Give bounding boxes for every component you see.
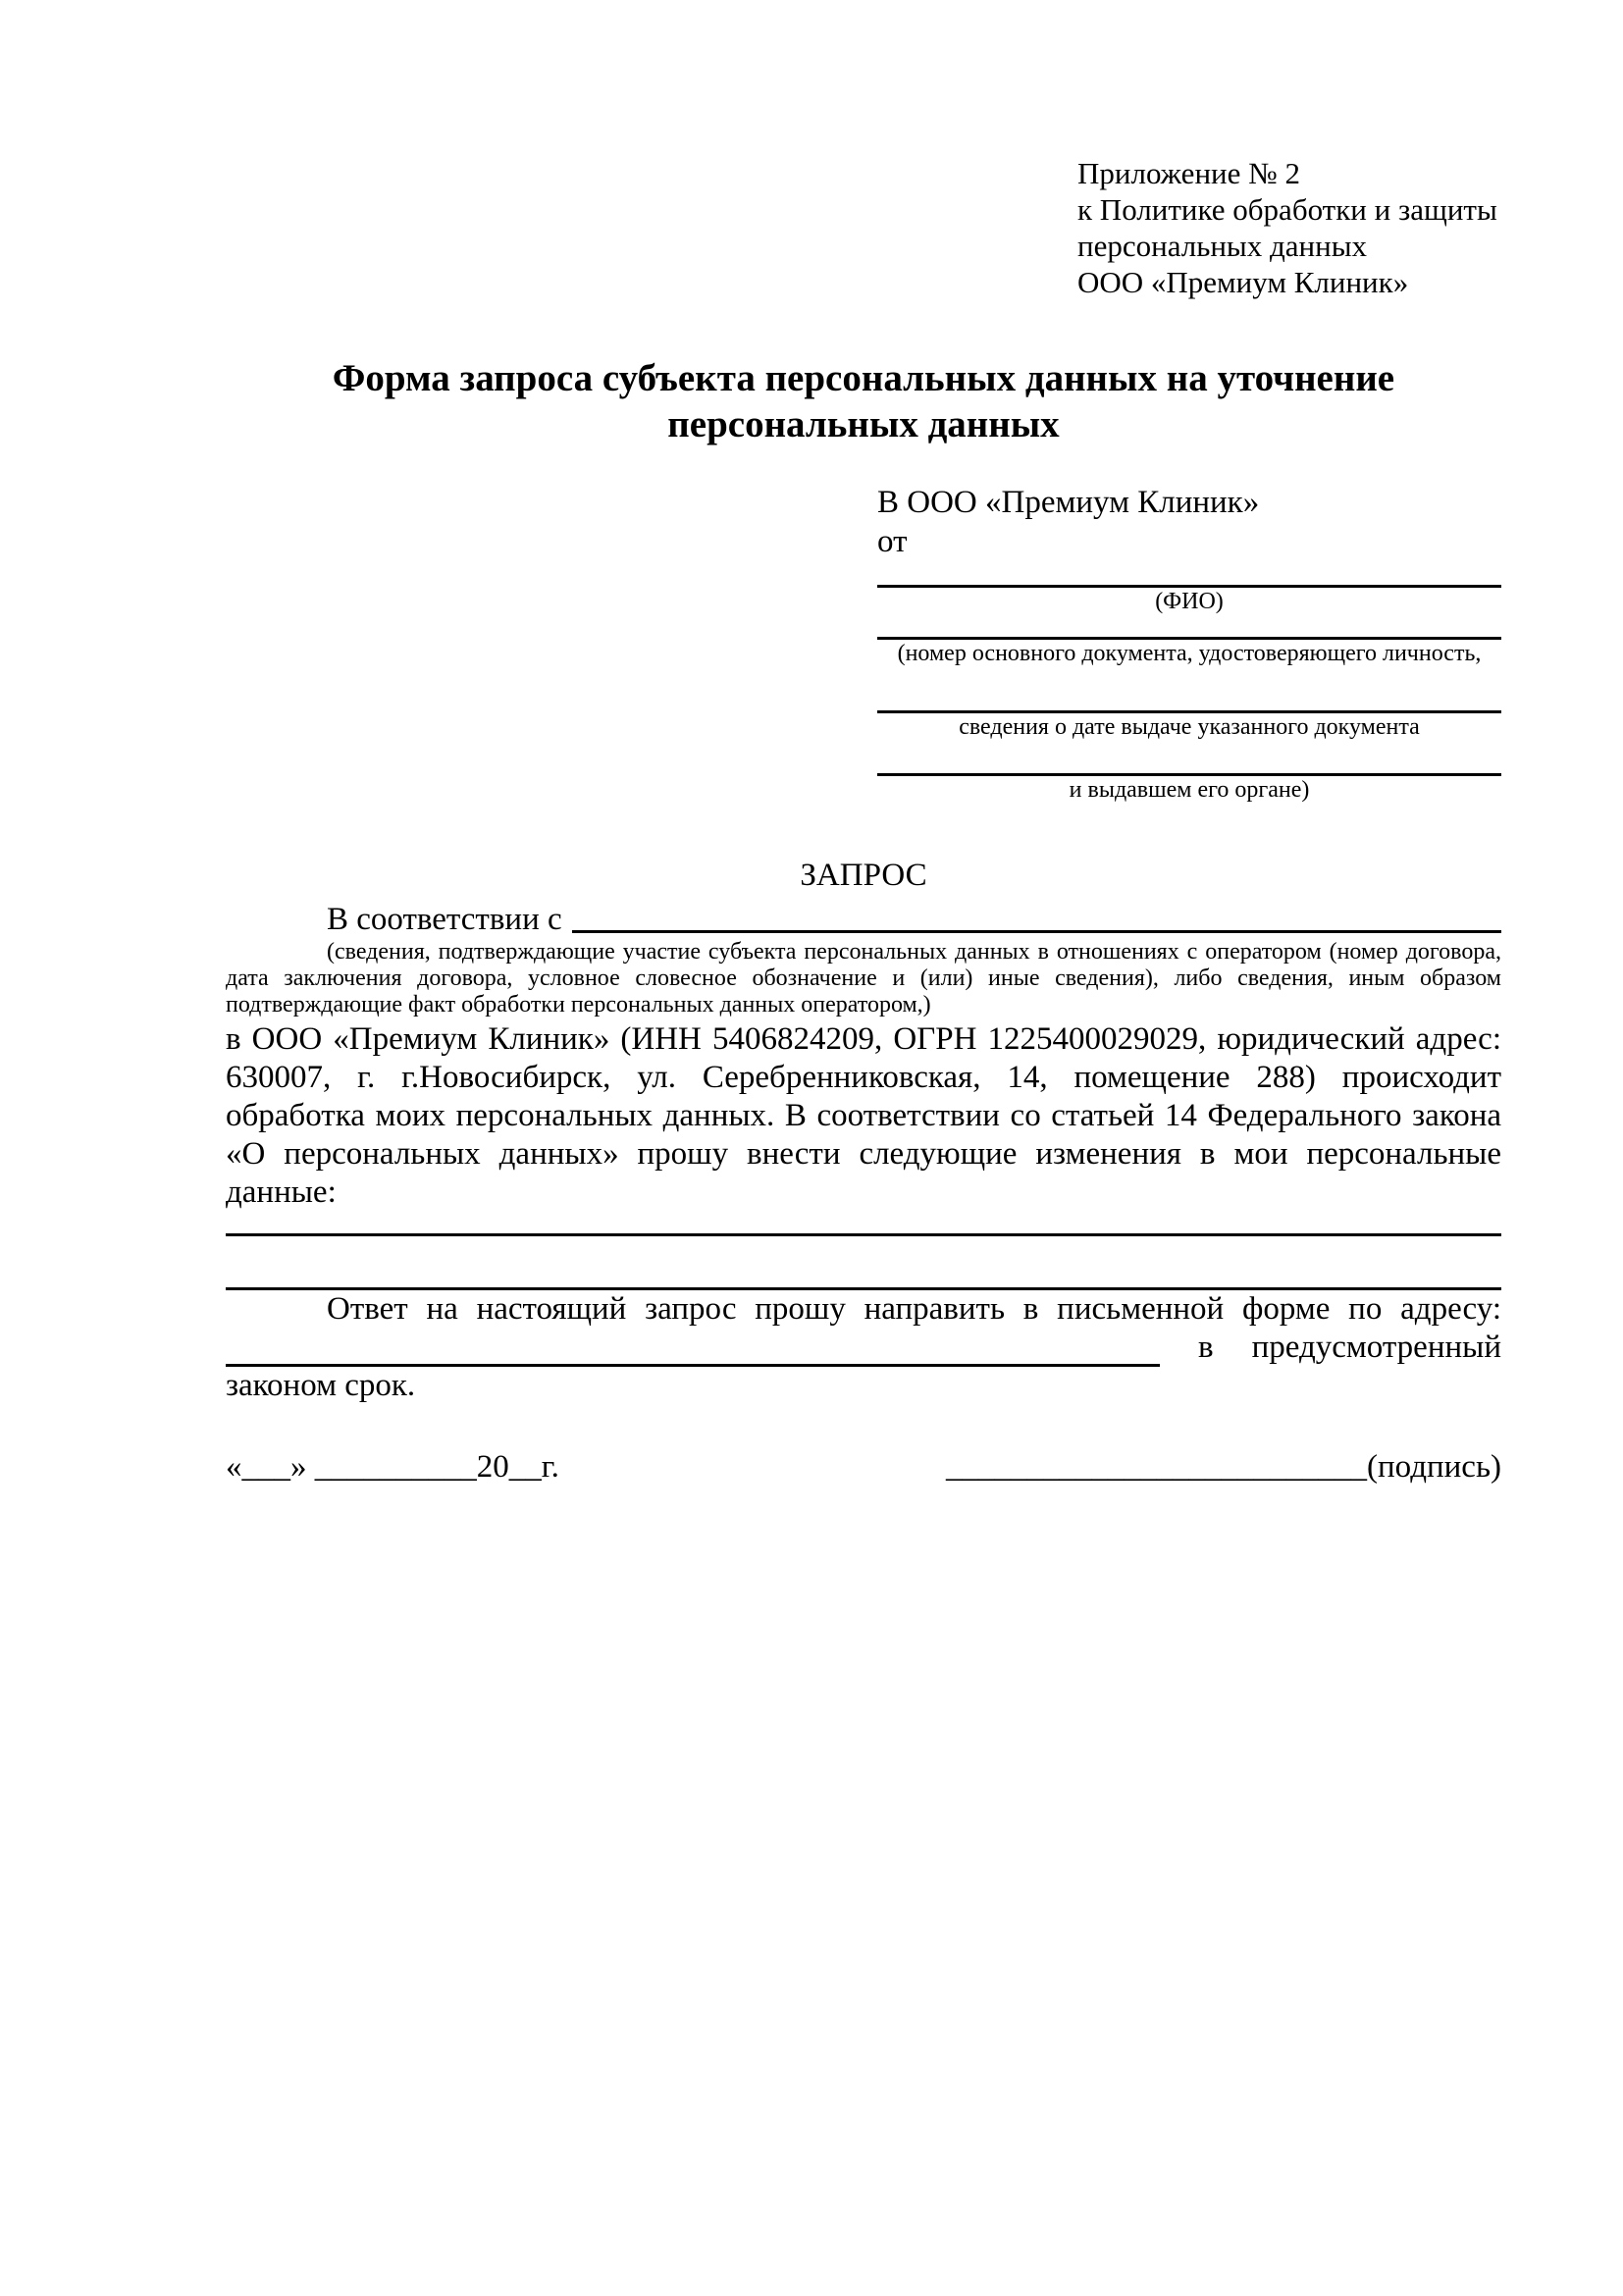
- form-title-line-2: персональных данных: [667, 403, 1060, 445]
- accordance-row: [226, 900, 1501, 939]
- accordance-fill-line: [572, 900, 1501, 933]
- form-title-line-1: Форма запроса субъекта персональных данных на уточнение: [332, 357, 1395, 399]
- appendix-line-3: персональных данных: [1077, 229, 1368, 263]
- form-title: [226, 355, 1501, 447]
- doc-issue-date-field-caption: сведения о дате выдаче указанного документа: [959, 714, 1420, 740]
- footer-row: [226, 1448, 1501, 1487]
- reply-word-v: в: [1198, 1330, 1214, 1365]
- reply-sentence: Ответ на настоящий запрос прошу направить в письменной форме по адресу:: [327, 1291, 1501, 1327]
- body-paragraph: [226, 1020, 1501, 1212]
- addressee-block: [877, 483, 1501, 804]
- fio-field-caption: (ФИО): [1155, 589, 1224, 614]
- appendix-line-1: Приложение № 2: [1077, 156, 1300, 190]
- doc-issuer-field-caption: и выдавшем его органе): [1069, 777, 1310, 803]
- addressee-from-label: от: [877, 524, 908, 559]
- reply-tail: законом срок.: [226, 1368, 416, 1403]
- appendix-line-4: ООО «Премиум Клиник»: [1077, 265, 1409, 299]
- reply-word-predusmotrenny: предусмотренный: [1251, 1330, 1501, 1365]
- changes-field-line-1: [226, 1233, 1501, 1236]
- body-line-2: 630007, г. г.Новосибирск, ул. Серебренниковская, 14, помещение 288) происходит: [226, 1060, 1501, 1095]
- request-heading: ЗАПРОС: [800, 858, 927, 893]
- addressee-to: В ООО «Премиум Клиник»: [877, 485, 1260, 520]
- body-line-1: в ООО «Премиум Клиник» (ИНН 5406824209, ОГРН 1225400029029, юридический адрес:: [226, 1021, 1501, 1057]
- body-line-5: данные:: [226, 1174, 337, 1210]
- date-field: «___» __________20__г.: [226, 1449, 559, 1485]
- accordance-note: (сведения, подтверждающие участие субъекта персональных данных в отношениях с оператором (номер договора, дата заключения договора, условное словесное обозначение и (или) иные сведения), либо сведения, иным образом подтверждающие факт обработки персональных данных оператором,): [226, 939, 1501, 1018]
- body-line-3: обработка моих персональных данных. В соответствии со статьей 14 Федерального закона: [226, 1098, 1501, 1133]
- reply-address-row: [226, 1329, 1501, 1367]
- signature-field: __________________________(подпись): [946, 1449, 1501, 1485]
- reply-address-field-line: [226, 1331, 1160, 1367]
- body-line-4: «О персональных данных» прошу внести следующие изменения в мои персональные: [226, 1136, 1501, 1172]
- appendix-block: [1077, 155, 1501, 300]
- doc-number-field-caption: (номер основного документа, удостоверяющего личность,: [897, 641, 1482, 666]
- accordance-prefix: В соответствии с: [327, 902, 562, 937]
- appendix-line-2: к Политике обработки и защиты: [1077, 192, 1497, 227]
